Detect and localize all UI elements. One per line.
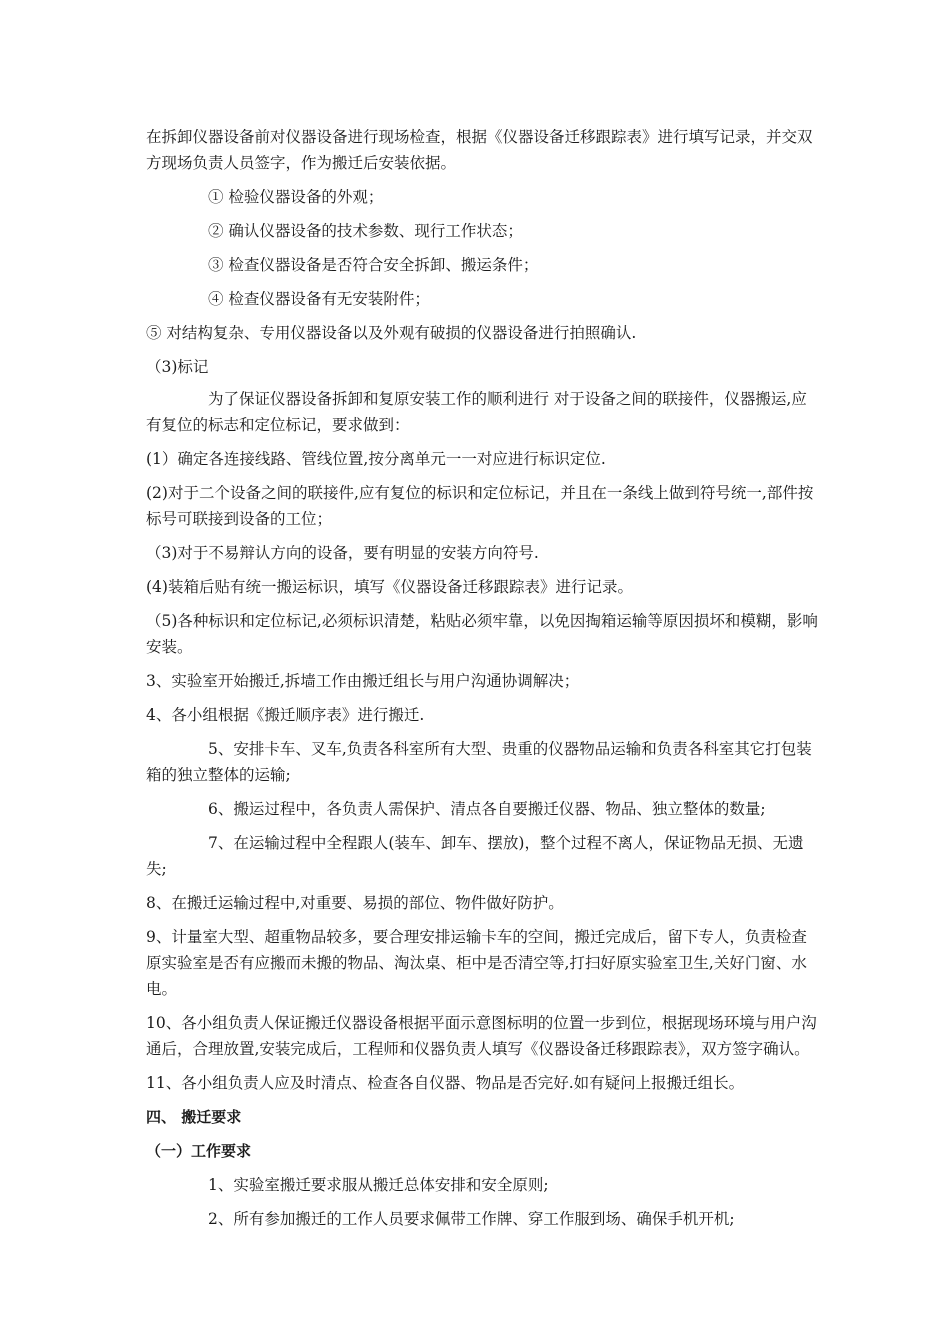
subsection-heading-work-requirements: （一）工作要求 [146,1142,252,1160]
requirement-2: 2、所有参加搬迁的工作人员要求佩带工作牌、穿工作服到场、确保手机开机; [208,1210,735,1228]
paragraph-marking-intro: 为了保证仪器设备拆卸和复原安装工作的顺利进行 对于设备之间的联接件，仪器搬运,应有复位的标志和定位标记，要求做到： [146,390,807,434]
marking-item-4: (4)装箱后贴有统一搬运标识，填写《仪器设备迁移跟踪表》进行记录。 [146,578,633,596]
section-heading-requirements: 四、 搬迁要求 [146,1108,242,1126]
step-11: 11、各小组负责人应及时清点、检查各自仪器、物品是否完好.如有疑问上报搬迁组长。 [146,1074,745,1092]
list-item-check-safety: ③ 检查仪器设备是否符合安全拆卸、搬运条件； [208,256,539,274]
marking-item-5: （5)各种标识和定位标记,必须标识清楚，粘贴必须牢靠，以免因掏箱运输等原因损坏和模糊，影响安装。 [146,612,818,656]
step-7: 7、在运输过程中全程跟人(装车、卸车、摆放)，整个过程不离人，保证物品无损、无遗失; [146,834,804,878]
document-page [146,124,822,1232]
step-3: 3、实验室开始搬迁,拆墙工作由搬迁组长与用户沟通协调解决； [146,672,580,690]
list-item-confirm-parameters: ② 确认仪器设备的技术参数、现行工作状态； [208,222,523,240]
marking-item-3: （3)对于不易辩认方向的设备，要有明显的安装方向符号. [146,544,539,562]
requirement-1: 1、实验室搬迁要求服从搬迁总体安排和安全原则; [208,1176,549,1194]
list-item-check-appearance: ① 检验仪器设备的外观； [208,188,384,206]
step-8: 8、在搬迁运输过程中,对重要、易损的部位、物件做好防护。 [146,894,564,912]
step-9: 9、计量室大型、超重物品较多，要合理安排运输卡车的空间，搬迁完成后，留下专人，负责检查原实验室是否有应搬而未搬的物品、淘汰桌、柜中是否清空等,打扫好原实验室卫生,关好门窗、水电。 [146,928,807,998]
marking-item-1: (1）确定各连接线路、管线位置,按分离单元一一对应进行标识定位. [146,450,606,468]
step-6: 6、搬运过程中，各负责人需保护、清点各自要搬迁仪器、物品、独立整体的数量; [208,800,766,818]
list-item-check-accessories: ④ 检查仪器设备有无安装附件； [208,290,430,308]
step-10: 10、各小组负责人保证搬迁仪器设备根据平面示意图标明的位置一步到位，根据现场环境与用户沟通后，合理放置,安装完成后，工程师和仪器负责人填写《仪器设备迁移跟踪表》，双方签字确认。 [146,1014,817,1058]
step-5: 5、安排卡车、叉车,负责各科室所有大型、贵重的仪器物品运输和负责各科室其它打包装箱的独立整体的运输; [146,740,812,784]
step-4: 4、各小组根据《搬迁顺序表》进行搬迁. [146,706,425,724]
marking-item-2: (2)对于二个设备之间的联接件,应有复位的标识和定位标记，并且在一条线上做到符号统一,部件按标号可联接到设备的工位； [146,484,814,528]
section-label-marking: （3)标记 [146,358,209,376]
paragraph-inspection-intro: 在拆卸仪器设备前对仪器设备进行现场检查，根据《仪器设备迁移跟踪表》进行填写记录，并交双方现场负责人员签字，作为搬迁后安装依据。 [146,128,813,172]
list-item-photo-confirm: ⑤ 对结构复杂、专用仪器设备以及外观有破损的仪器设备进行拍照确认. [146,324,637,342]
